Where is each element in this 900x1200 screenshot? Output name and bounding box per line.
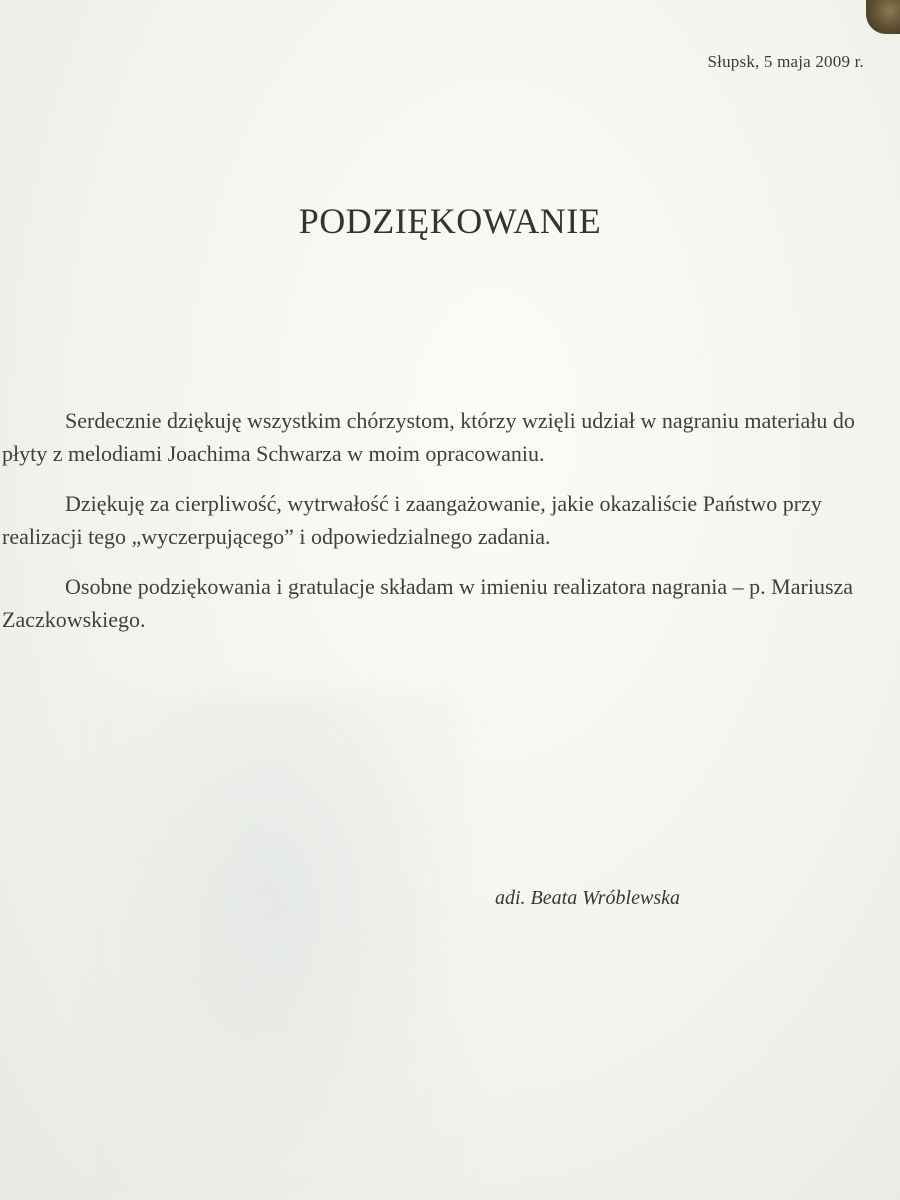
paragraph-2: Dziękuję za cierpliwość, wytrwałość i zaangażowanie, jakie okazaliście Państwo przy realizacji tego „wyczerpującego” i odpowiedzialnego zadania. <box>2 491 822 549</box>
background-shadow <box>85 690 465 1200</box>
document-title: PODZIĘKOWANIE <box>298 201 602 241</box>
signature: adi. Beata Wróblewska <box>495 887 680 909</box>
date-line: Słupsk, 5 maja 2009 r. <box>707 52 864 71</box>
paragraph-3: Osobne podziękowania i gratulacje składam w imieniu realizatora nagrania – p. Mariusza Zaczkowskiego. <box>2 574 854 632</box>
letter-body <box>2 404 862 653</box>
paragraph-1: Serdecznie dziękuję wszystkim chórzystom, którzy wzięli udział w nagraniu materiału do płyty z melodiami Joachima Schwarza w moim opracowaniu. <box>2 408 855 466</box>
